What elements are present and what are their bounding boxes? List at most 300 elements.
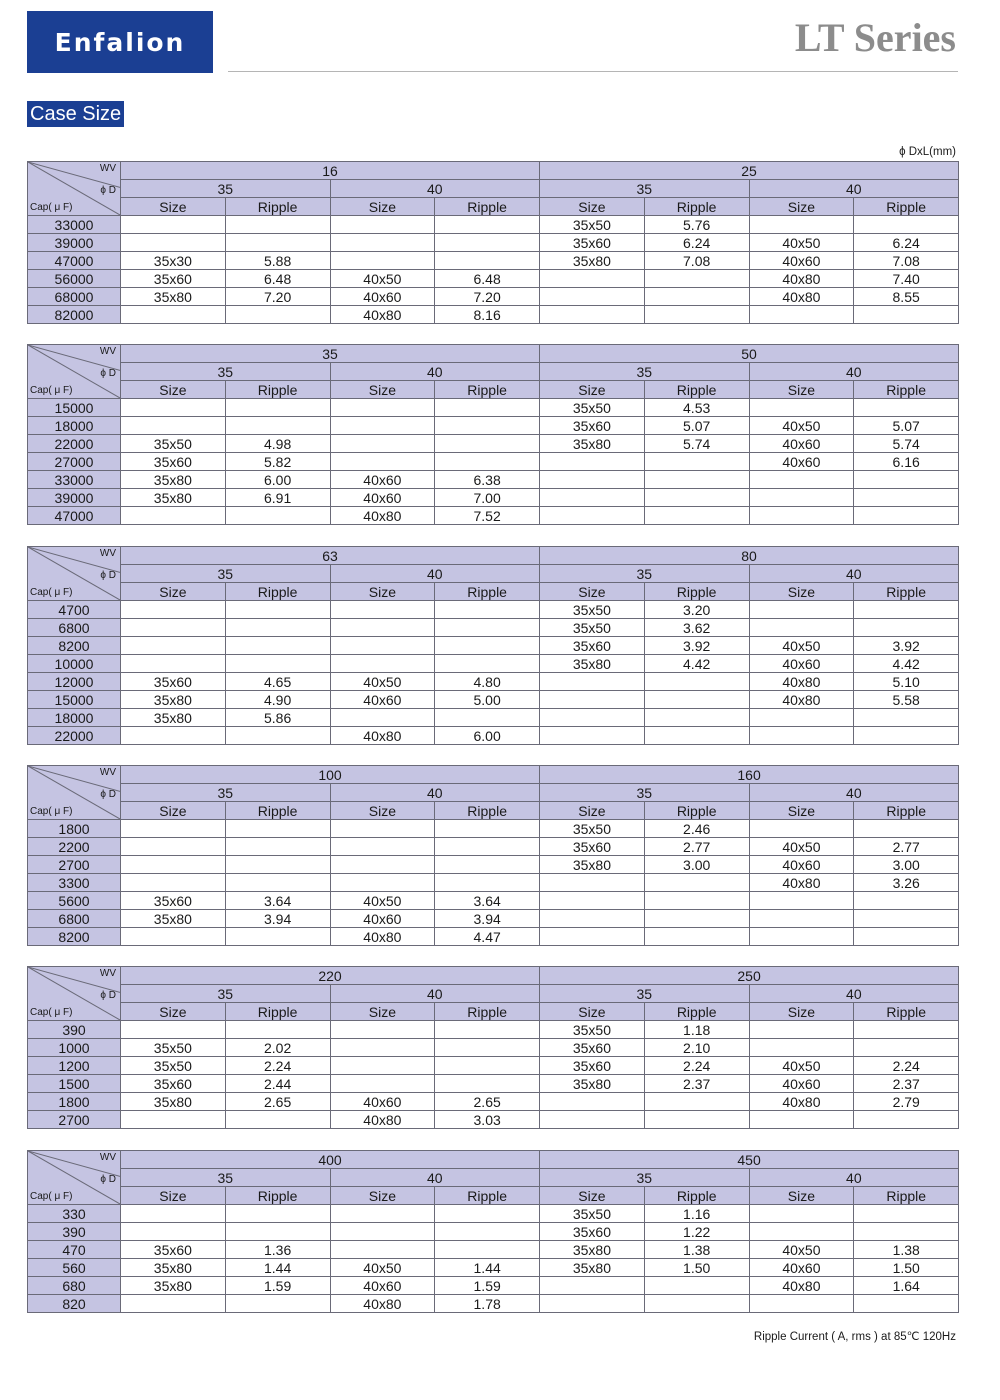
diameter-header: 35 (540, 180, 750, 198)
ripple-cell (854, 1295, 959, 1313)
size-cell (540, 691, 645, 709)
ripple-cell (644, 928, 749, 946)
ripple-cell (435, 655, 540, 673)
size-cell (540, 288, 645, 306)
capacitance-cell: 12000 (28, 673, 121, 691)
ripple-cell (225, 1223, 330, 1241)
capacitance-cell: 22000 (28, 435, 121, 453)
ripple-cell (854, 910, 959, 928)
table-row (28, 270, 959, 288)
size-cell (121, 234, 226, 252)
ripple-cell: 3.64 (435, 892, 540, 910)
size-cell (330, 216, 435, 234)
ripple-column-header: Ripple (435, 381, 540, 399)
size-cell (121, 874, 226, 892)
capacitance-cell: 1200 (28, 1057, 121, 1075)
size-cell (540, 1111, 645, 1129)
capacitance-cell: 33000 (28, 216, 121, 234)
diameter-header: 40 (330, 985, 540, 1003)
ripple-column-header: Ripple (435, 802, 540, 820)
ripple-cell (854, 399, 959, 417)
size-cell: 35x60 (121, 453, 226, 471)
diameter-header: 35 (121, 784, 331, 802)
table-row (28, 1205, 959, 1223)
corner-diameter-label: ϕ D (100, 1174, 116, 1185)
ripple-cell (225, 234, 330, 252)
size-cell: 40x80 (749, 673, 854, 691)
ripple-cell: 2.77 (854, 838, 959, 856)
size-cell (749, 727, 854, 745)
ripple-cell: 1.50 (644, 1259, 749, 1277)
ripple-cell (644, 709, 749, 727)
ripple-cell: 3.94 (435, 910, 540, 928)
voltage-header: 100 (121, 766, 540, 784)
ripple-cell (435, 234, 540, 252)
diameter-header: 35 (540, 985, 750, 1003)
ripple-cell (854, 306, 959, 324)
size-cell (330, 1039, 435, 1057)
size-cell: 40x60 (330, 910, 435, 928)
ripple-cell (225, 637, 330, 655)
capacitance-cell: 2700 (28, 856, 121, 874)
ripple-cell (435, 1057, 540, 1075)
capacitance-cell: 470 (28, 1241, 121, 1259)
size-cell: 35x60 (540, 637, 645, 655)
ripple-column-header: Ripple (854, 802, 959, 820)
ripple-cell (854, 709, 959, 727)
size-column-header: Size (121, 583, 226, 601)
ripple-cell: 4.47 (435, 928, 540, 946)
size-cell: 35x80 (540, 856, 645, 874)
ripple-cell (435, 435, 540, 453)
ripple-cell: 1.36 (225, 1241, 330, 1259)
ripple-cell: 5.88 (225, 252, 330, 270)
ripple-cell: 5.82 (225, 453, 330, 471)
corner-wv-label: WV (99, 163, 116, 174)
ripple-cell: 1.59 (435, 1277, 540, 1295)
capacitance-cell: 39000 (28, 234, 121, 252)
spec-table (27, 966, 959, 1129)
ripple-cell: 6.24 (644, 234, 749, 252)
ripple-cell (854, 489, 959, 507)
size-cell: 40x60 (330, 471, 435, 489)
ripple-column-header: Ripple (225, 381, 330, 399)
ripple-cell: 1.59 (225, 1277, 330, 1295)
ripple-cell: 2.37 (854, 1075, 959, 1093)
table-row (28, 637, 959, 655)
capacitance-cell: 5600 (28, 892, 121, 910)
corner-capacitance-label: Cap( μ F) (30, 202, 73, 213)
capacitance-cell: 1000 (28, 1039, 121, 1057)
size-cell (540, 306, 645, 324)
size-column-header: Size (540, 198, 645, 216)
ripple-cell: 4.65 (225, 673, 330, 691)
ripple-cell (644, 910, 749, 928)
size-cell: 35x60 (121, 270, 226, 288)
ripple-cell (435, 453, 540, 471)
size-cell: 35x60 (540, 234, 645, 252)
size-cell: 40x60 (749, 856, 854, 874)
ripple-cell: 2.02 (225, 1039, 330, 1057)
ripple-cell (435, 709, 540, 727)
size-cell (330, 399, 435, 417)
ripple-cell: 5.07 (854, 417, 959, 435)
ripple-cell (435, 1039, 540, 1057)
diameter-header: 35 (540, 784, 750, 802)
ripple-cell (225, 1021, 330, 1039)
corner-wv-label: WV (99, 346, 116, 357)
corner-wv-label: WV (99, 1152, 116, 1163)
voltage-header: 25 (540, 162, 959, 180)
size-column-header: Size (749, 198, 854, 216)
size-column-header: Size (749, 1187, 854, 1205)
size-cell (121, 727, 226, 745)
ripple-cell: 2.10 (644, 1039, 749, 1057)
size-cell: 40x60 (749, 252, 854, 270)
table-row (28, 892, 959, 910)
ripple-cell (644, 673, 749, 691)
size-cell: 40x50 (330, 270, 435, 288)
size-cell (121, 637, 226, 655)
size-cell (749, 399, 854, 417)
ripple-cell: 2.65 (225, 1093, 330, 1111)
size-cell: 40x80 (749, 288, 854, 306)
size-cell (121, 1111, 226, 1129)
voltage-header: 400 (121, 1151, 540, 1169)
capacitance-cell: 47000 (28, 252, 121, 270)
ripple-cell (644, 727, 749, 745)
table-row (28, 489, 959, 507)
spec-table (27, 161, 959, 324)
size-cell (121, 1295, 226, 1313)
ripple-cell (225, 1295, 330, 1313)
ripple-cell (435, 1205, 540, 1223)
size-cell: 35x80 (540, 655, 645, 673)
ripple-cell (644, 471, 749, 489)
size-cell (121, 216, 226, 234)
header-corner-cell (28, 547, 121, 601)
corner-wv-label: WV (99, 968, 116, 979)
size-cell: 40x50 (749, 637, 854, 655)
ripple-cell (225, 216, 330, 234)
corner-capacitance-label: Cap( μ F) (30, 587, 73, 598)
ripple-column-header: Ripple (854, 583, 959, 601)
ripple-cell: 5.10 (854, 673, 959, 691)
ripple-cell (854, 507, 959, 525)
size-cell (749, 928, 854, 946)
size-column-header: Size (749, 1003, 854, 1021)
ripple-cell: 1.38 (854, 1241, 959, 1259)
capacitance-cell: 1500 (28, 1075, 121, 1093)
ripple-cell (644, 691, 749, 709)
ripple-cell: 3.62 (644, 619, 749, 637)
ripple-cell (225, 820, 330, 838)
size-cell (540, 1093, 645, 1111)
diameter-header: 40 (749, 180, 959, 198)
size-cell (749, 306, 854, 324)
ripple-column-header: Ripple (225, 802, 330, 820)
table-row (28, 1039, 959, 1057)
size-column-header: Size (540, 1003, 645, 1021)
capacitance-cell: 82000 (28, 306, 121, 324)
diameter-header: 35 (121, 1169, 331, 1187)
spec-table (27, 765, 959, 946)
ripple-column-header: Ripple (644, 1003, 749, 1021)
voltage-header: 450 (540, 1151, 959, 1169)
ripple-cell: 5.00 (435, 691, 540, 709)
size-cell (330, 417, 435, 435)
ripple-cell: 5.07 (644, 417, 749, 435)
ripple-column-header: Ripple (854, 1003, 959, 1021)
size-cell (749, 1039, 854, 1057)
table-row (28, 435, 959, 453)
ripple-column-header: Ripple (644, 802, 749, 820)
brand-logo: Enfalion (27, 11, 213, 73)
table-row (28, 820, 959, 838)
size-cell: 35x50 (121, 1057, 226, 1075)
ripple-cell: 7.20 (225, 288, 330, 306)
table-row (28, 216, 959, 234)
size-column-header: Size (330, 802, 435, 820)
ripple-cell (225, 601, 330, 619)
spec-table (27, 344, 959, 525)
size-cell (540, 1277, 645, 1295)
size-cell (330, 1205, 435, 1223)
capacitance-cell: 680 (28, 1277, 121, 1295)
size-cell: 35x50 (540, 1205, 645, 1223)
capacitance-cell: 1800 (28, 820, 121, 838)
size-cell (540, 910, 645, 928)
size-cell: 40x50 (749, 1241, 854, 1259)
table-row (28, 1223, 959, 1241)
capacitance-cell: 390 (28, 1021, 121, 1039)
ripple-cell: 1.44 (225, 1259, 330, 1277)
size-column-header: Size (121, 198, 226, 216)
size-cell (749, 910, 854, 928)
size-cell (540, 892, 645, 910)
capacitance-cell: 68000 (28, 288, 121, 306)
ripple-cell: 7.20 (435, 288, 540, 306)
table-row (28, 619, 959, 637)
ripple-footnote: Ripple Current ( A, rms ) at 85℃ 120Hz (753, 1331, 956, 1343)
size-cell: 35x60 (121, 673, 226, 691)
diameter-header: 40 (749, 1169, 959, 1187)
ripple-cell (854, 619, 959, 637)
ripple-cell (225, 1111, 330, 1129)
ripple-cell: 6.00 (225, 471, 330, 489)
ripple-cell (644, 270, 749, 288)
size-cell (121, 1205, 226, 1223)
diameter-header: 35 (121, 363, 331, 381)
diameter-header: 40 (330, 565, 540, 583)
ripple-cell (644, 1277, 749, 1295)
size-cell (330, 655, 435, 673)
diameter-header: 35 (540, 565, 750, 583)
ripple-cell: 2.24 (225, 1057, 330, 1075)
size-cell: 40x50 (749, 838, 854, 856)
ripple-cell (854, 1205, 959, 1223)
capacitance-cell: 15000 (28, 399, 121, 417)
diameter-header: 40 (330, 1169, 540, 1187)
ripple-cell (435, 1021, 540, 1039)
size-cell (749, 1021, 854, 1039)
ripple-cell (225, 856, 330, 874)
ripple-cell (225, 417, 330, 435)
size-cell (330, 637, 435, 655)
voltage-header: 63 (121, 547, 540, 565)
size-cell (121, 1223, 226, 1241)
size-cell (540, 709, 645, 727)
size-cell: 35x80 (121, 489, 226, 507)
diameter-header: 40 (330, 363, 540, 381)
size-cell (540, 727, 645, 745)
size-cell: 40x50 (749, 1057, 854, 1075)
header-corner-cell (28, 766, 121, 820)
size-cell: 40x80 (330, 306, 435, 324)
ripple-cell (435, 637, 540, 655)
diameter-header: 40 (330, 784, 540, 802)
size-cell (330, 1223, 435, 1241)
size-cell (330, 252, 435, 270)
ripple-cell (435, 1223, 540, 1241)
corner-diameter-label: ϕ D (100, 789, 116, 800)
corner-diameter-label: ϕ D (100, 570, 116, 581)
ripple-cell: 4.80 (435, 673, 540, 691)
ripple-cell (644, 453, 749, 471)
ripple-column-header: Ripple (225, 583, 330, 601)
ripple-column-header: Ripple (854, 1187, 959, 1205)
capacitance-cell: 4700 (28, 601, 121, 619)
capacitance-cell: 560 (28, 1259, 121, 1277)
ripple-cell (225, 838, 330, 856)
capacitance-cell: 56000 (28, 270, 121, 288)
table-row (28, 453, 959, 471)
ripple-cell (435, 601, 540, 619)
diameter-header: 35 (121, 985, 331, 1003)
ripple-cell (225, 727, 330, 745)
table-row (28, 691, 959, 709)
corner-diameter-label: ϕ D (100, 368, 116, 379)
ripple-column-header: Ripple (435, 583, 540, 601)
table-row (28, 507, 959, 525)
size-cell (121, 417, 226, 435)
ripple-cell: 7.40 (854, 270, 959, 288)
header-corner-cell (28, 345, 121, 399)
size-cell (330, 601, 435, 619)
diameter-header: 35 (540, 363, 750, 381)
diameter-header: 35 (121, 180, 331, 198)
table-row (28, 1241, 959, 1259)
ripple-cell (435, 399, 540, 417)
ripple-cell: 7.52 (435, 507, 540, 525)
table-row (28, 252, 959, 270)
diameter-header: 40 (749, 565, 959, 583)
ripple-cell (854, 471, 959, 489)
size-cell: 35x80 (540, 252, 645, 270)
ripple-cell: 2.46 (644, 820, 749, 838)
capacitance-cell: 8200 (28, 928, 121, 946)
size-cell: 35x60 (540, 1223, 645, 1241)
ripple-cell (435, 252, 540, 270)
size-cell (540, 489, 645, 507)
header-corner-cell (28, 162, 121, 216)
ripple-cell: 5.76 (644, 216, 749, 234)
size-cell: 40x80 (330, 1111, 435, 1129)
table-row (28, 910, 959, 928)
size-cell: 35x50 (121, 1039, 226, 1057)
size-cell (540, 673, 645, 691)
ripple-cell: 1.38 (644, 1241, 749, 1259)
size-cell (540, 928, 645, 946)
size-cell: 35x50 (540, 1021, 645, 1039)
capacitance-cell: 6800 (28, 910, 121, 928)
ripple-cell: 4.90 (225, 691, 330, 709)
ripple-cell: 6.48 (225, 270, 330, 288)
table-row (28, 1093, 959, 1111)
ripple-cell: 1.78 (435, 1295, 540, 1313)
voltage-header: 250 (540, 967, 959, 985)
size-cell: 35x60 (121, 1241, 226, 1259)
size-cell (330, 1075, 435, 1093)
ripple-cell: 1.18 (644, 1021, 749, 1039)
table-row (28, 601, 959, 619)
size-cell: 35x80 (121, 1093, 226, 1111)
header-corner-cell (28, 1151, 121, 1205)
table-row (28, 1057, 959, 1075)
ripple-cell (225, 619, 330, 637)
size-cell (121, 928, 226, 946)
size-cell: 35x80 (121, 709, 226, 727)
diameter-header: 35 (540, 1169, 750, 1187)
size-cell (540, 874, 645, 892)
ripple-cell: 2.77 (644, 838, 749, 856)
table-row (28, 709, 959, 727)
ripple-cell: 7.08 (644, 252, 749, 270)
capacitance-cell: 3300 (28, 874, 121, 892)
capacitance-cell: 6800 (28, 619, 121, 637)
corner-diameter-label: ϕ D (100, 990, 116, 1001)
size-cell: 40x80 (749, 1093, 854, 1111)
ripple-cell: 6.24 (854, 234, 959, 252)
size-cell (330, 453, 435, 471)
ripple-cell (644, 1111, 749, 1129)
size-cell: 40x60 (330, 288, 435, 306)
ripple-cell: 8.16 (435, 306, 540, 324)
size-column-header: Size (749, 802, 854, 820)
size-cell (330, 234, 435, 252)
capacitance-cell: 820 (28, 1295, 121, 1313)
size-cell: 35x80 (121, 1277, 226, 1295)
ripple-column-header: Ripple (644, 198, 749, 216)
size-column-header: Size (330, 583, 435, 601)
table-row (28, 655, 959, 673)
capacitance-cell: 390 (28, 1223, 121, 1241)
size-cell: 35x80 (540, 1259, 645, 1277)
capacitance-cell: 15000 (28, 691, 121, 709)
ripple-cell (854, 1039, 959, 1057)
size-column-header: Size (540, 381, 645, 399)
ripple-cell: 5.58 (854, 691, 959, 709)
table-row (28, 928, 959, 946)
ripple-cell (854, 820, 959, 838)
ripple-cell: 8.55 (854, 288, 959, 306)
ripple-cell: 1.44 (435, 1259, 540, 1277)
table-row (28, 1295, 959, 1313)
capacitance-cell: 27000 (28, 453, 121, 471)
size-cell (540, 453, 645, 471)
size-cell: 40x50 (749, 234, 854, 252)
table-row (28, 471, 959, 489)
